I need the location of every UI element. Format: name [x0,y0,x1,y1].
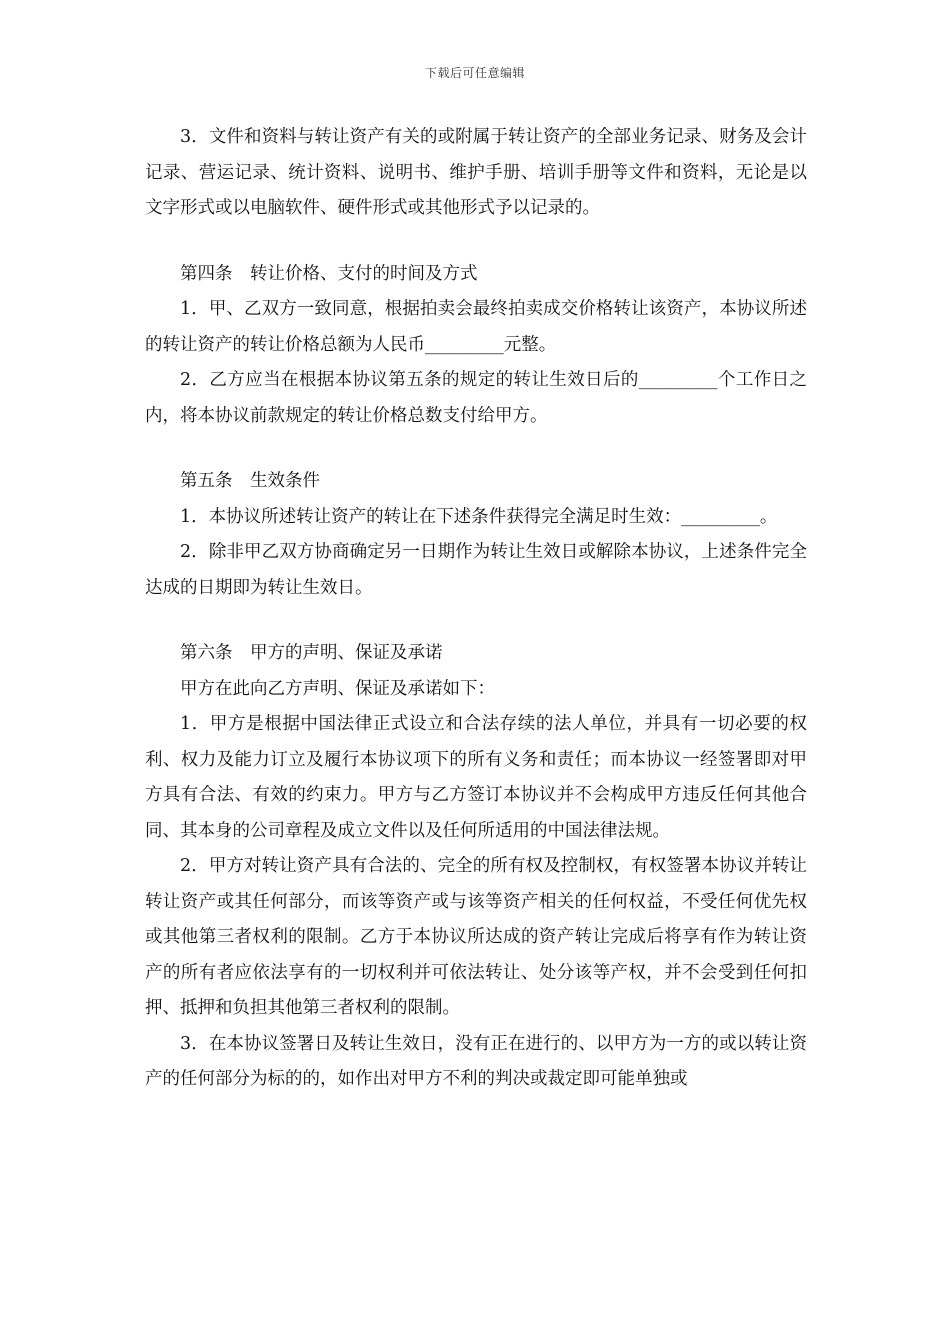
spacer [145,434,807,464]
article-4-clause-1: 1．甲、乙双方一致同意，根据拍卖会最终拍卖成交价格转让该资产，本协议所述的转让资产的转让价格总额为人民币_________元整。 [145,299,807,355]
article-6-intro: 甲方在此向乙方声明、保证及承诺如下： [180,678,495,699]
article-6-heading: 第六条 甲方的声明、保证及承诺 [180,643,443,663]
article-5-heading: 第五条 生效条件 [180,471,320,491]
spacer [145,606,807,636]
paragraph-3-documents: 3．文件和资料与转让资产有关的或附属于转让资产的全部业务记录、财务及会计记录、营运记录、统计资料、说明书、维护手册、培训手册等文件和资料，无论是以文字形式或以电脑软件、硬件形式或其他形式予以记录的。 [145,127,807,218]
article-6-clause-1: 1．甲方是根据中国法律正式设立和合法存续的法人单位，并具有一切必要的权利、权力及能力订立及履行本协议项下的所有义务和责任；而本协议一经签署即对甲方具有合法、有效的约束力。甲方与乙方签订本协议并不会构成甲方违反任何其他合同、其本身的公司章程及成立文件以及任何所适用的中国法律法规。 [145,714,807,841]
article-5-clause-2: 2．除非甲乙双方协商确定另一日期作为转让生效日或解除本协议，上述条件完全达成的日期即为转让生效日。 [145,542,807,598]
document-body [145,120,807,1098]
article-4-clause-2: 2．乙方应当在根据本协议第五条的规定的转让生效日后的_________个工作日之内，将本协议前款规定的转让价格总数支付给甲方。 [145,370,807,426]
article-5-clause-1: 1．本协议所述转让资产的转让在下述条件获得完全满足时生效：_________。 [180,506,778,527]
article-6-clause-3: 3．在本协议签署日及转让生效日，没有正在进行的、以甲方为一方的或以转让资产的任何部分为标的的，如作出对甲方不利的判决或裁定即可能单独或 [145,1033,807,1089]
spacer [145,227,807,257]
page-header-note: 下载后可任意编辑 [424,66,525,80]
article-6-clause-2: 2．甲方对转让资产具有合法的、完全的所有权及控制权，有权签署本协议并转让转让资产或其任何部分，而该等资产或与该等资产相关的任何权益，不受任何优先权或其他第三者权利的限制。乙方于本协议所达成的资产转让完成后将享有作为转让资产的所有者应依法享有的一切权利并可依法转让、处分该等产权，并不会受到任何扣押、抵押和负担其他第三者权利的限制。 [145,856,807,1018]
article-4-heading: 第四条 转让价格、支付的时间及方式 [180,263,478,284]
